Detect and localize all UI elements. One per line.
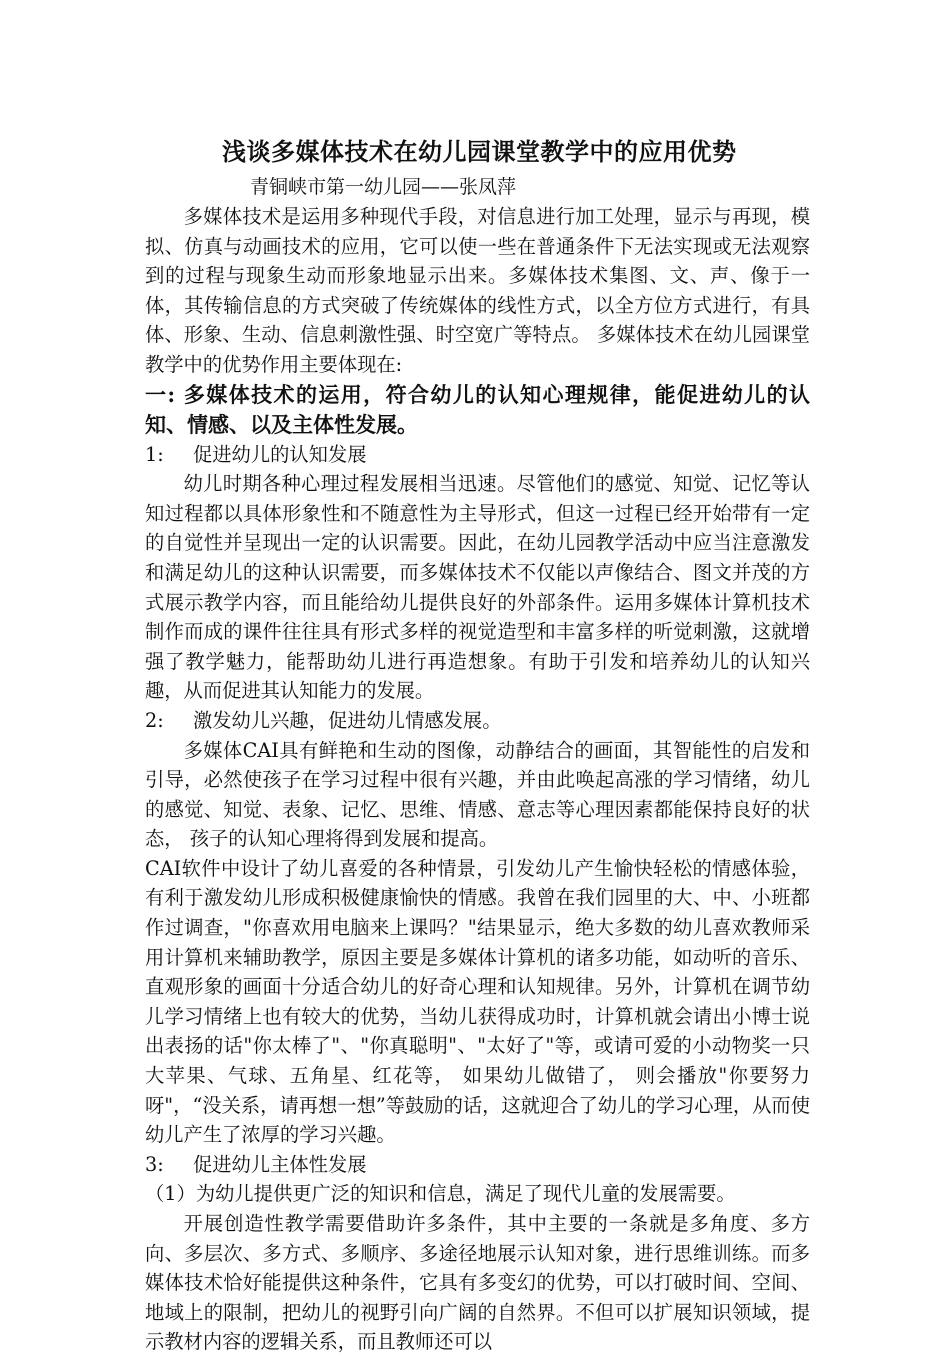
section-1-heading: 一: 多媒体技术的运用，符合幼儿的认知心理规律，能促进幼儿的认知、情感、以及主体性发展。 (145, 381, 810, 437)
subsection-1-number: 1: (145, 442, 164, 466)
document-title: 浅谈多媒体技术在幼儿园课堂教学中的应用优势 (222, 137, 737, 166)
subsection-3-item-1: （1）为幼儿提供更广泛的知识和信息，满足了现代儿童的发展需要。 (145, 1182, 736, 1206)
subsection-1-paragraph: 幼儿时期各种心理过程发展相当迅速。尽管他们的感觉、知觉、记忆等认知过程都以具体形象性和不随意性为主导形式，但这一过程已经开始带有一定的自觉性并呈现出一定的认识需要。因此，在幼儿园教学活动中应当注意激发和满足幼儿的这种认识需要，而多媒体技术不仅能以声像结合、图文并茂的方式展示教学内容，而且能给幼儿提供良好的外部条件。运用多媒体计算机技术制作而成的课件往往具有形式多样的视觉造型和丰富多样的听觉刺激，这就增强了教学魅力，能帮助幼儿进行再造想象。有助于引发和培养幼儿的认知兴趣，从而促进其认知能力的发展。 (145, 472, 810, 703)
intro-paragraph: 多媒体技术是运用多种现代手段，对信息进行加工处理，显示与再现，模拟、仿真与动画技术的应用，它可以使一些在普通条件下无法实现或无法观察到的过程与现象生动而形象地显示出来。多媒体技术集图、文、声、像于一体，其传输信息的方式突破了传统媒体的线性方式，以全方位方式进行，有具体、形象、生动、信息刺激性强、时空宽广等特点。 多媒体技术在幼儿园课堂教学中的优势作用主要体现在: (145, 205, 810, 376)
subsection-2-paragraph-1: 多媒体CAI具有鲜艳和生动的图像，动静结合的画面，其智能性的启发和引导，必然使孩子在学习过程中很有兴趣，并由此唤起高涨的学习情绪，幼儿的感觉、知觉、表象、记忆、思维、情感、意志等心理因素都能保持良好的状态， 孩子的认知心理将得到发展和提高。 (145, 738, 810, 851)
subsection-2-heading (145, 706, 810, 736)
subsection-3-number: 3: (145, 1152, 164, 1176)
subsection-3-paragraph: 开展创造性教学需要借助许多条件，其中主要的一条就是多角度、多方向、多层次、多方式、多顺序、多途径地展示认知对象，进行思维训练。而多媒体技术恰好能提供这种条件，它具有多变幻的优势，可以打破时间、空间、地域上的限制，把幼儿的视野引向广阔的自然界。不但可以扩展知识领域，提示教材内容的逻辑关系，而且教师还可以 (145, 1212, 810, 1354)
subsection-2-paragraph-2: CAI软件中设计了幼儿喜爱的各种情景，引发幼儿产生愉快轻松的情感体验，有利于激发幼儿形成积极健康愉快的情感。我曾在我们园里的大、中、小班都作过调查，"你喜欢用电脑来上课吗？"结果显示，绝大多数的幼儿喜欢教师采用计算机来辅助教学，原因主要是多媒体计算机的诸多功能，如动听的音乐、直观形象的画面十分适合幼儿的好奇心理和认知规律。另外，计算机在调节幼儿学习情绪上也有较大的优势，当幼儿获得成功时，计算机就会请出小博士说出表扬的话"你太棒了"、"你真聪明"、"太好了"等，或请可爱的小动物奖一只大苹果、气球、五角星、红花等， 如果幼儿做错了， 则会播放"你要努力呀"，“没关系，请再想一想”等鼓励的话，这就迎合了幼儿的学习心理，从而使幼儿产生了浓厚的学习兴趣。 (145, 856, 810, 1147)
subsection-1-title: 促进幼儿的认知发展 (193, 442, 367, 466)
subsection-2-title: 激发幼儿兴趣，促进幼儿情感发展。 (193, 708, 502, 732)
subsection-1-heading (145, 440, 810, 470)
author-line: 青铜峡市第一幼儿园——张凤萍 (250, 176, 517, 198)
subsection-2-number: 2: (145, 708, 164, 732)
subsection-3-heading (145, 1150, 810, 1180)
subsection-3-title: 促进幼儿主体性发展 (193, 1152, 367, 1176)
